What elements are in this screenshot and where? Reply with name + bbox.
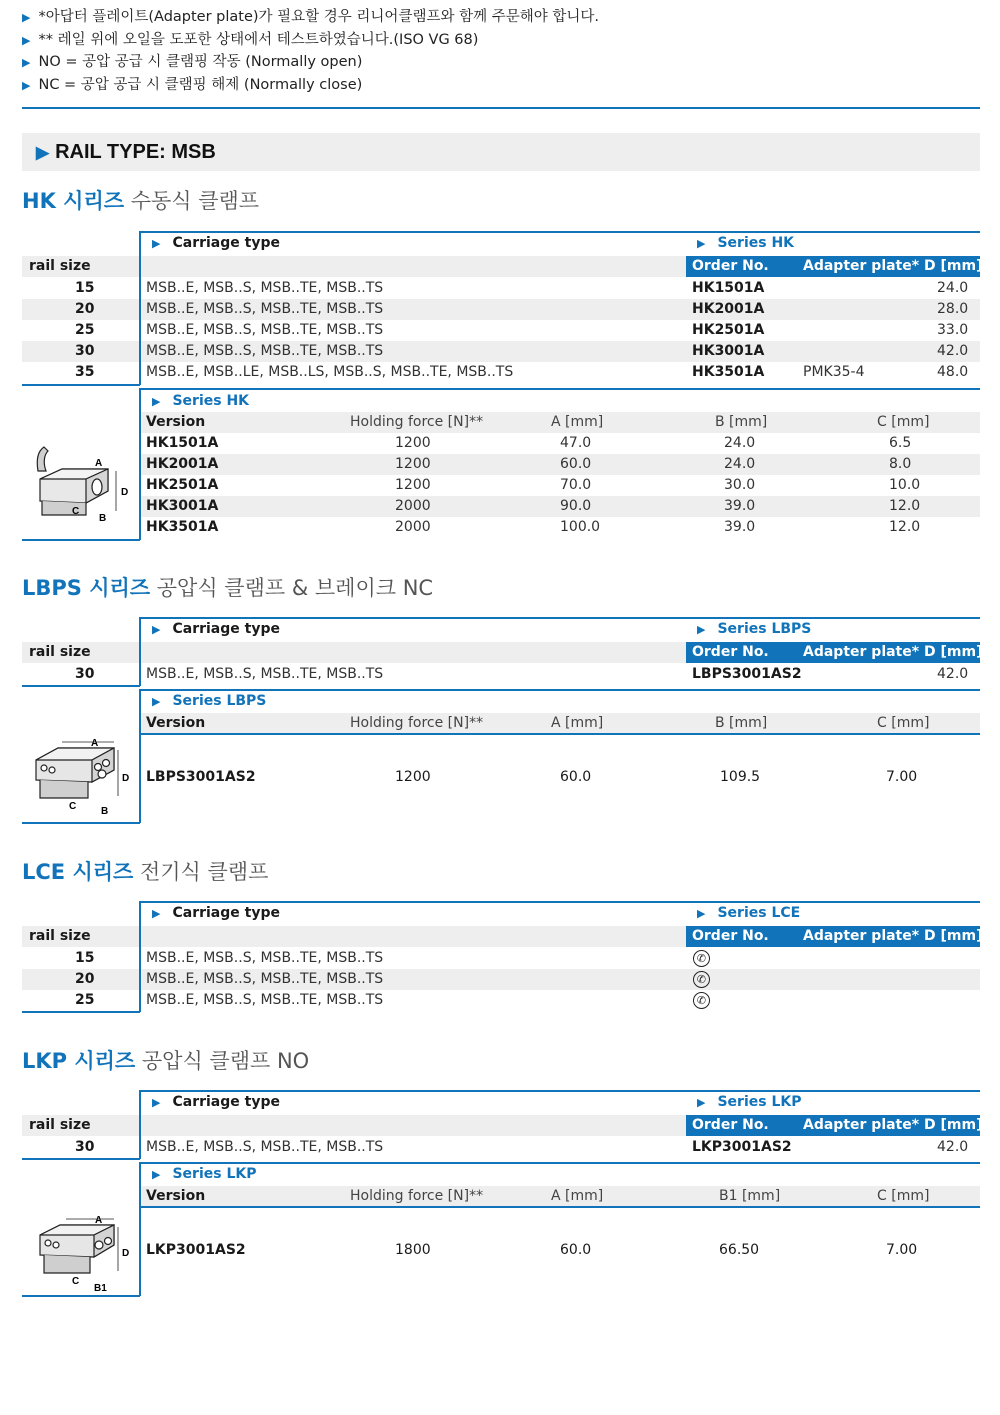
dim-c-label: C [72, 506, 80, 517]
table-row [22, 990, 980, 1011]
table-row [22, 1137, 980, 1158]
phone-cell [693, 969, 710, 990]
version-row: LKP3001AS2 1800 60.0 66.50 7.00 [146, 1242, 918, 1258]
triangle-icon: ▶ [697, 907, 706, 920]
rail-size-cell: 20 [75, 971, 95, 987]
svg-text:C: C [72, 1276, 80, 1287]
c-cell: 6.5 [889, 435, 912, 451]
force-cell: 1200 [395, 477, 431, 493]
table-row [22, 948, 980, 969]
carriage-cell: MSB..E, MSB..S, MSB..TE, MSB..TS [146, 992, 384, 1008]
note-item: ▶ ** 레일 위에 오일을 도포한 상태에서 테스트하였습니다.(ISO VG 68) [22, 29, 599, 52]
a-cell: 90.0 [560, 498, 592, 514]
order-header: Order No. Adapter plate* D [mm] [686, 256, 980, 277]
triangle-icon: ▶ [22, 78, 31, 92]
triangle-icon: ▶ [152, 695, 161, 708]
rail-type-banner: ▶ RAIL TYPE: MSB [22, 133, 980, 171]
version-cell: HK3501A [146, 519, 219, 535]
notes-list [22, 6, 599, 96]
version-cell: HK3001A [146, 498, 219, 514]
triangle-icon: ▶ [697, 623, 706, 636]
force-cell: 2000 [395, 519, 431, 535]
triangle-icon: ▶ [697, 1096, 706, 1109]
rail-size-cell: 15 [75, 950, 95, 966]
force-cell: 1200 [395, 435, 431, 451]
carriage-cell: MSB..E, MSB..S, MSB..TE, MSB..TS [146, 301, 384, 317]
hk-table: ▶ Carriage type ▶ Series HK rail size Order No. Adapter plate* D [mm] 15 MSB..E, MSB..S, MSB..TE, MSB..TS HK1501A 24.0 20 MSB..E, MSB..S, MSB..TE, MSB..TS HK2001A 28.0 25 MSB..E, MSB..S, MSB..TE, MSB..TS HK2501A 33.0 30 MSB..E, MSB..S, MSB..TE, MSB..TS HK3001A 42.0 35 MSB..E, MSB..LE, MSB..LS, MSB..S, MSB..TE, MSB..TS HK3501A PMK35-4 48.0 ▶ Series HK Version Holding force [N]** A [mm] B [mm] C [mm] HK1501A 1200 47.0 24.0 6.5 HK2001A 1200 60.0 24.0 8.0 HK2501A 1200 70.0 30.0 10.0 HK3001A 2000 90.0 39.0 12.0 HK3501A 2000 100.0 39.0 12.0 A D C B [22, 231, 980, 541]
phone-icon: ✆ [693, 950, 710, 967]
triangle-icon: ▶ [22, 56, 31, 69]
a-cell: 100.0 [560, 519, 601, 535]
table-row [22, 278, 980, 299]
dim-a-label: A [95, 458, 103, 469]
version-row: LBPS3001AS2 1200 60.0 109.5 7.00 [146, 769, 918, 785]
rail-size-cell: 20 [75, 301, 95, 317]
order-no-cell: HK2001A [692, 301, 765, 317]
svg-text:A: A [91, 738, 99, 749]
triangle-icon: ▶ [36, 143, 50, 162]
dim-d-label: D [121, 487, 129, 498]
order-header: Order No. Adapter plate* D [mm] [686, 1115, 980, 1136]
version-row [22, 496, 980, 517]
svg-text:C: C [69, 801, 77, 812]
carriage-cell: MSB..E, MSB..S, MSB..TE, MSB..TS [146, 322, 384, 338]
section-title-lkp: LKP 시리즈 공압식 클램프 NO [22, 1049, 310, 1073]
hk-clamp-drawing [22, 411, 139, 539]
carriage-cell: MSB..E, MSB..S, MSB..TE, MSB..TS [146, 280, 384, 296]
table-row [22, 362, 980, 383]
c-cell: 12.0 [889, 519, 921, 535]
phone-icon: ✆ [693, 971, 710, 988]
triangle-icon: ▶ [152, 395, 161, 408]
carriage-cell: MSB..E, MSB..S, MSB..TE, MSB..TS [146, 666, 384, 682]
b-cell: 39.0 [724, 498, 756, 514]
triangle-icon: ▶ [152, 237, 161, 250]
svg-text:A: A [95, 1215, 103, 1226]
triangle-icon: ▶ [152, 1168, 161, 1181]
table-row [22, 969, 980, 990]
triangle-icon: ▶ [697, 237, 706, 250]
order-no-cell: HK3001A [692, 343, 765, 359]
d-cell: 24.0 [937, 280, 969, 296]
lbps-table: ▶ Carriage type ▶ Series LBPS rail size Order No. Adapter plate* D [mm] 30 MSB..E, MSB..S, MSB..TE, MSB..TS LBPS3001AS2 42.0 ▶ Series LBPS Version Holding force [N]** A [mm] B [mm] C [mm] LBPS3001AS2 1200 60.0 109.5 7.00 A D C B [22, 617, 980, 827]
table-row [22, 320, 980, 341]
adapter-cell: PMK35-4 [803, 364, 865, 380]
rail-size-cell: 30 [75, 343, 95, 359]
rail-size-cell: 25 [75, 992, 95, 1008]
lce-table: ▶ Carriage type ▶ Series LCE rail size Order No. Adapter plate* D [mm] 15 MSB..E, MSB..S, MSB..TE, MSB..TS ✆ 20 MSB..E, MSB..S, MSB..TE, MSB..TS ✆ 25 MSB..E, MSB..S, MSB..TE, MSB..TS ✆ [22, 901, 980, 1013]
rail-size-header: rail size [29, 258, 91, 274]
version-cell: HK1501A [146, 435, 219, 451]
b-cell: 24.0 [724, 456, 756, 472]
triangle-icon: ▶ [152, 907, 161, 920]
note-item: ▶ NC = 공압 공급 시 클램핑 해제 (Normally close) [22, 74, 599, 97]
d-cell: 42.0 [937, 1139, 969, 1155]
order-no-cell: LKP3001AS2 [692, 1139, 792, 1155]
b-cell: 24.0 [724, 435, 756, 451]
rail-size-cell: 30 [75, 1139, 95, 1155]
d-cell: 33.0 [937, 322, 969, 338]
order-no-cell: HK2501A [692, 322, 765, 338]
lkp-clamp-drawing [22, 1185, 139, 1295]
order-header: Order No. Adapter plate* D [mm] [686, 642, 980, 663]
carriage-cell: MSB..E, MSB..S, MSB..TE, MSB..TS [146, 343, 384, 359]
phone-icon: ✆ [693, 992, 710, 1009]
c-cell: 10.0 [889, 477, 921, 493]
svg-text:D: D [122, 1248, 130, 1259]
d-cell: 42.0 [937, 343, 969, 359]
section-title-lce: LCE 시리즈 전기식 클램프 [22, 860, 269, 884]
note-item: ▶ NO = 공압 공급 시 클램핑 작동 (Normally open) [22, 51, 599, 74]
a-cell: 47.0 [560, 435, 592, 451]
rail-size-cell: 25 [75, 322, 95, 338]
order-no-cell: HK1501A [692, 280, 765, 296]
divider [22, 107, 980, 109]
d-cell: 42.0 [937, 666, 969, 682]
svg-text:B: B [101, 806, 109, 817]
force-cell: 2000 [395, 498, 431, 514]
carriage-cell: MSB..E, MSB..S, MSB..TE, MSB..TS [146, 1139, 384, 1155]
a-cell: 60.0 [560, 456, 592, 472]
version-row [22, 454, 980, 475]
table-row [22, 341, 980, 362]
force-cell: 1200 [395, 456, 431, 472]
b-cell: 39.0 [724, 519, 756, 535]
version-cell: HK2501A [146, 477, 219, 493]
svg-text:B1: B1 [94, 1283, 107, 1294]
version-row [22, 475, 980, 496]
dim-b-label: B [99, 513, 107, 524]
phone-cell [693, 990, 710, 1011]
b-cell: 30.0 [724, 477, 756, 493]
d-cell: 28.0 [937, 301, 969, 317]
version-row [22, 517, 980, 538]
c-cell: 12.0 [889, 498, 921, 514]
svg-text:D: D [122, 773, 130, 784]
carriage-cell: MSB..E, MSB..S, MSB..TE, MSB..TS [146, 971, 384, 987]
triangle-icon: ▶ [22, 33, 31, 47]
lbps-clamp-drawing [22, 712, 139, 822]
section-title-hk: HK 시리즈 수동식 클램프 [22, 189, 260, 213]
note-item: ▶ *아답터 플레이트(Adapter plate)가 필요할 경우 리니어클램프와 함께 주문해야 합니다. [22, 6, 599, 29]
triangle-icon: ▶ [152, 1096, 161, 1109]
rail-size-cell: 30 [75, 666, 95, 682]
order-no-cell: LBPS3001AS2 [692, 666, 802, 682]
d-cell: 48.0 [937, 364, 969, 380]
rail-size-cell: 35 [75, 364, 95, 380]
order-no-cell: HK3501A [692, 364, 765, 380]
a-cell: 70.0 [560, 477, 592, 493]
triangle-icon: ▶ [152, 623, 161, 636]
lkp-table: ▶ Carriage type ▶ Series LKP rail size Order No. Adapter plate* D [mm] 30 MSB..E, MSB..S, MSB..TE, MSB..TS LKP3001AS2 42.0 ▶ Series LKP Version Holding force [N]** A [mm] B1 [mm] C [mm] LKP3001AS2 1800 60.0 66.50 7.00 A D C B1 [22, 1090, 980, 1300]
order-header: Order No. Adapter plate* D [mm] [686, 926, 980, 947]
section-title-lbps: LBPS 시리즈 공압식 클램프 & 브레이크 NC [22, 576, 434, 600]
rail-size-cell: 15 [75, 280, 95, 296]
table-row [22, 299, 980, 320]
triangle-icon: ▶ [22, 11, 31, 24]
carriage-cell: MSB..E, MSB..S, MSB..TE, MSB..TS [146, 950, 384, 966]
phone-cell [693, 948, 710, 969]
c-cell: 8.0 [889, 456, 912, 472]
version-cell: HK2001A [146, 456, 219, 472]
version-row [22, 433, 980, 454]
table-row [22, 664, 980, 685]
carriage-cell: MSB..E, MSB..LE, MSB..LS, MSB..S, MSB..TE, MSB..TS [146, 364, 514, 380]
